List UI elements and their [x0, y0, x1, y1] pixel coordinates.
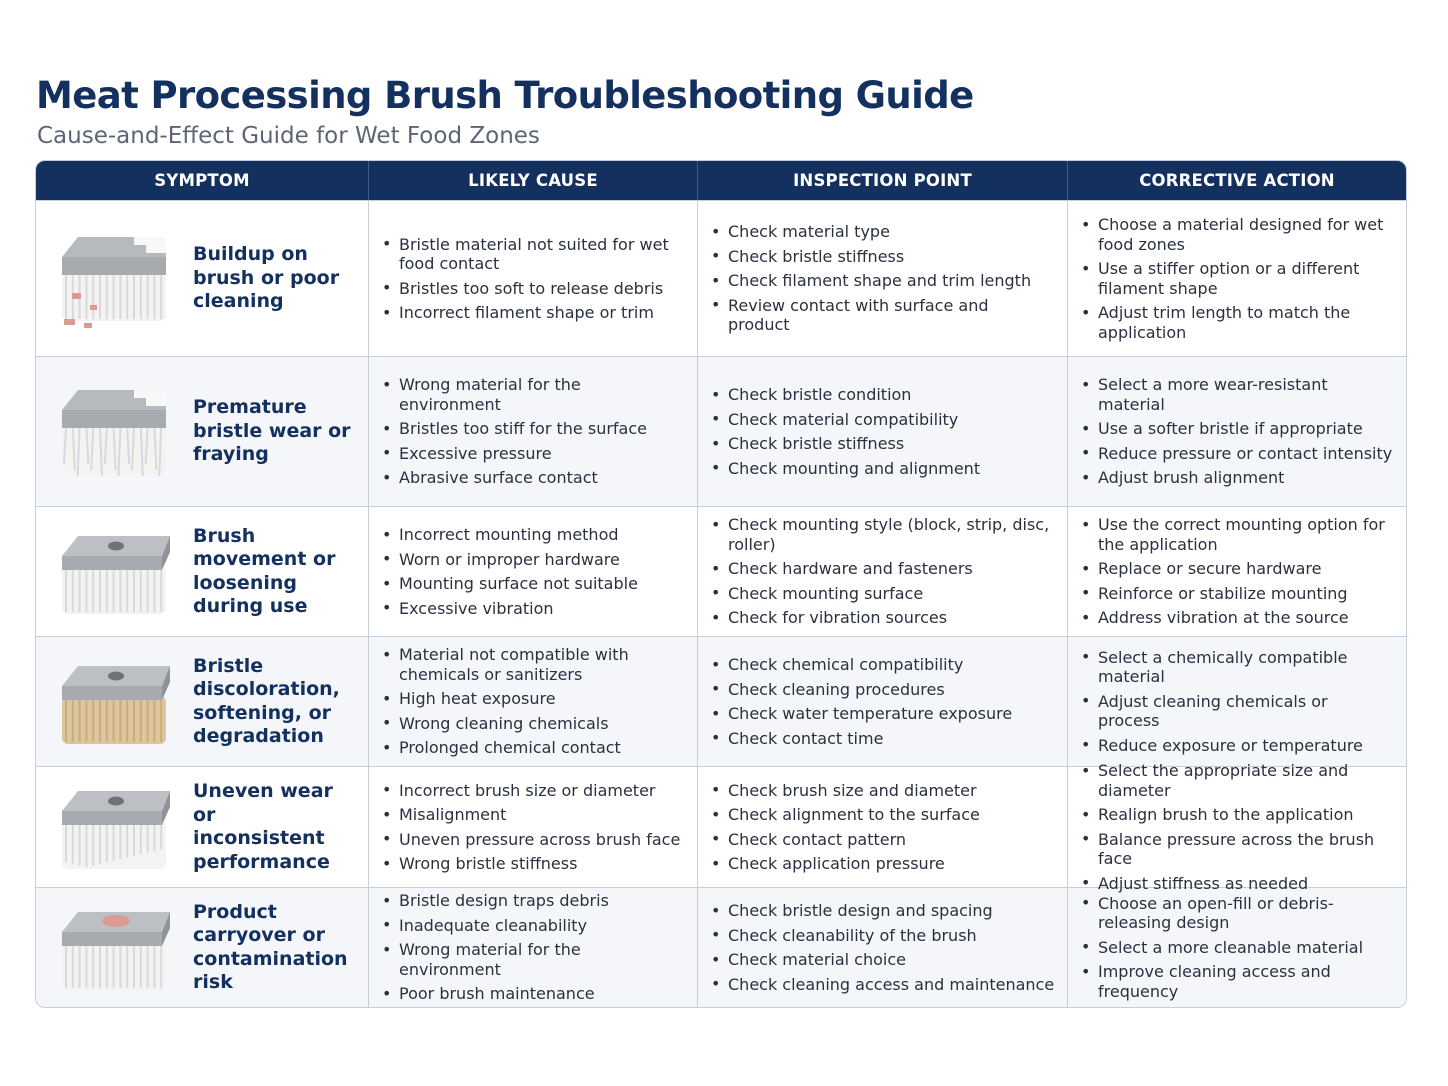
- likely-cause-cell: [368, 767, 697, 887]
- inspection-point-item: • Check bristle stiffness: [728, 244, 1055, 269]
- likely-cause-item: • Abrasive surface contact: [399, 466, 685, 491]
- frayed-brush-icon: [48, 357, 180, 506]
- corrective-action-list: [1068, 513, 1406, 631]
- corrective-action-item: • Reduce exposure or temperature: [1098, 733, 1394, 758]
- inspection-point-item: • Check material choice: [728, 948, 1054, 973]
- inspection-point-item: • Check cleaning procedures: [728, 677, 1012, 702]
- corrective-action-item: • Adjust stiffness as needed: [1098, 871, 1394, 896]
- likely-cause-item: • Material not compatible with chemicals or sanitizers: [399, 643, 685, 687]
- inspection-point-cell: [697, 357, 1067, 506]
- inspection-point-item: • Check contact time: [728, 726, 1012, 751]
- symptom-label: Product carryover or contamination risk: [193, 900, 348, 993]
- likely-cause-item: • Excessive vibration: [399, 596, 638, 621]
- column-header-likely-cause: LIKELY CAUSE: [368, 161, 697, 200]
- corrective-action-list: [1068, 759, 1406, 896]
- symptom-label: Brush movement or loosening during use: [193, 524, 336, 617]
- corrective-action-cell: [1067, 201, 1406, 356]
- table-header: [36, 161, 1406, 200]
- table-body: [36, 200, 1406, 1007]
- likely-cause-list: [369, 373, 697, 491]
- corrective-action-cell: [1067, 637, 1406, 766]
- inspection-point-item: • Check cleanability of the brush: [728, 923, 1054, 948]
- corrective-action-cell: [1067, 888, 1406, 1007]
- likely-cause-item: • Inadequate cleanability: [399, 913, 685, 938]
- inspection-point-item: • Review contact with surface and product: [728, 293, 1055, 337]
- column-header-symptom: SYMPTOM: [154, 171, 250, 190]
- likely-cause-cell: [368, 201, 697, 356]
- likely-cause-list: [369, 232, 697, 325]
- symptom-label: Premature bristle wear or fraying: [193, 396, 351, 466]
- inspection-point-item: • Check for vibration sources: [728, 606, 1055, 631]
- brush-with-debris-icon: [48, 201, 180, 356]
- likely-cause-list: [369, 643, 697, 761]
- likely-cause-item: • High heat exposure: [399, 687, 685, 712]
- inspection-point-cell: [697, 201, 1067, 356]
- symptom-label: Uneven wear or inconsistent performance: [193, 780, 333, 873]
- symptom-cell: [36, 201, 368, 356]
- inspection-point-item: • Check mounting and alignment: [728, 456, 980, 481]
- block-brush-icon: [48, 507, 180, 636]
- likely-cause-item: • Uneven pressure across brush face: [399, 827, 680, 852]
- inspection-point-cell: [697, 888, 1067, 1007]
- likely-cause-cell: [368, 637, 697, 766]
- inspection-point-list: [698, 220, 1067, 338]
- corrective-action-item: • Choose a material designed for wet food zones: [1098, 213, 1394, 257]
- symptom-cell: [36, 357, 368, 506]
- uneven-brush-icon: [48, 767, 180, 887]
- inspection-point-item: • Check bristle condition: [728, 383, 980, 408]
- corrective-action-item: • Balance pressure across the brush face: [1098, 827, 1394, 871]
- likely-cause-item: • Bristle design traps debris: [399, 889, 685, 914]
- corrective-action-item: • Reduce pressure or contact intensity: [1098, 441, 1394, 466]
- inspection-point-item: • Check application pressure: [728, 852, 980, 877]
- corrective-action-item: • Replace or secure hardware: [1098, 557, 1394, 582]
- inspection-point-cell: [697, 637, 1067, 766]
- symptom-cell: [36, 767, 368, 887]
- corrective-action-list: [1068, 891, 1406, 1004]
- symptom-label: Bristle discoloration, softening, or degradation: [193, 654, 340, 747]
- likely-cause-item: • Wrong bristle stiffness: [399, 852, 680, 877]
- inspection-point-item: • Check material compatibility: [728, 407, 980, 432]
- table-row: [36, 761, 1406, 893]
- symptom-label: Buildup on brush or poor cleaning: [193, 243, 340, 313]
- corrective-action-item: • Realign brush to the application: [1098, 803, 1394, 828]
- corrective-action-item: • Adjust brush alignment: [1098, 466, 1394, 491]
- corrective-action-item: • Improve cleaning access and frequency: [1098, 960, 1394, 1004]
- corrective-action-list: [1068, 213, 1406, 345]
- likely-cause-cell: [368, 507, 697, 636]
- page-title: Meat Processing Brush Troubleshooting Guide: [36, 74, 974, 117]
- inspection-point-item: • Check water temperature exposure: [728, 702, 1012, 727]
- inspection-point-list: [698, 383, 992, 481]
- likely-cause-item: • Bristles too stiff for the surface: [399, 417, 685, 442]
- troubleshooting-table: [35, 160, 1407, 1008]
- likely-cause-item: • Mounting surface not suitable: [399, 572, 638, 597]
- corrective-action-item: • Adjust trim length to match the application: [1098, 301, 1394, 345]
- inspection-point-item: • Check chemical compatibility: [728, 653, 1012, 678]
- likely-cause-cell: [368, 357, 697, 506]
- corrective-action-item: • Use the correct mounting option for the application: [1098, 513, 1394, 557]
- likely-cause-item: • Prolonged chemical contact: [399, 736, 685, 761]
- corrective-action-item: • Choose an open-fill or debris-releasing design: [1098, 891, 1394, 935]
- corrective-action-item: • Address vibration at the source: [1098, 606, 1394, 631]
- table-row: [36, 356, 1406, 506]
- inspection-point-list: [698, 653, 1024, 751]
- corrective-action-item: • Reinforce or stabilize mounting: [1098, 581, 1394, 606]
- likely-cause-cell: [368, 888, 697, 1007]
- inspection-point-cell: [697, 507, 1067, 636]
- corrective-action-list: [1068, 645, 1406, 758]
- corrective-action-item: • Use a stiffer option or a different filament shape: [1098, 257, 1394, 301]
- inspection-point-item: • Check mounting surface: [728, 581, 1055, 606]
- inspection-point-item: • Check contact pattern: [728, 827, 980, 852]
- inspection-point-list: [698, 899, 1066, 997]
- inspection-point-item: • Check brush size and diameter: [728, 778, 980, 803]
- likely-cause-item: • Incorrect filament shape or trim: [399, 301, 685, 326]
- likely-cause-item: • Wrong cleaning chemicals: [399, 711, 685, 736]
- likely-cause-list: [369, 523, 650, 621]
- contaminated-brush-icon: [48, 888, 180, 1007]
- corrective-action-cell: [1067, 507, 1406, 636]
- inspection-point-item: • Check cleaning access and maintenance: [728, 972, 1054, 997]
- inspection-point-item: • Check bristle stiffness: [728, 432, 980, 457]
- likely-cause-item: • Wrong material for the environment: [399, 373, 685, 417]
- corrective-action-cell: [1067, 357, 1406, 506]
- inspection-point-cell: [697, 767, 1067, 887]
- inspection-point-list: [698, 778, 992, 876]
- inspection-point-item: • Check alignment to the surface: [728, 803, 980, 828]
- inspection-point-item: • Check material type: [728, 220, 1055, 245]
- likely-cause-list: [369, 778, 692, 876]
- likely-cause-item: • Bristle material not suited for wet food contact: [399, 232, 685, 276]
- likely-cause-item: • Incorrect mounting method: [399, 523, 638, 548]
- likely-cause-item: • Incorrect brush size or diameter: [399, 778, 680, 803]
- symptom-cell: [36, 507, 368, 636]
- likely-cause-item: • Excessive pressure: [399, 441, 685, 466]
- likely-cause-item: • Misalignment: [399, 803, 680, 828]
- table-row: [36, 887, 1406, 1007]
- corrective-action-item: • Select a more cleanable material: [1098, 935, 1394, 960]
- table-row: [36, 506, 1406, 636]
- corrective-action-cell: [1067, 761, 1406, 893]
- inspection-point-item: • Check mounting style (block, strip, disc, roller): [728, 513, 1055, 557]
- symptom-cell: [36, 637, 368, 766]
- column-header-inspection-point: INSPECTION POINT: [697, 161, 1067, 200]
- corrective-action-item: • Adjust cleaning chemicals or process: [1098, 689, 1394, 733]
- likely-cause-item: • Bristles too soft to release debris: [399, 276, 685, 301]
- likely-cause-item: • Wrong material for the environment: [399, 938, 685, 982]
- inspection-point-list: [698, 513, 1067, 631]
- likely-cause-item: • Worn or improper hardware: [399, 547, 638, 572]
- inspection-point-item: • Check filament shape and trim length: [728, 269, 1055, 294]
- corrective-action-item: • Select a chemically compatible material: [1098, 645, 1394, 689]
- corrective-action-item: • Use a softer bristle if appropriate: [1098, 417, 1394, 442]
- likely-cause-item: • Poor brush maintenance: [399, 982, 685, 1007]
- table-row: [36, 636, 1406, 766]
- corrective-action-item: • Select a more wear-resistant material: [1098, 373, 1394, 417]
- symptom-cell: [36, 888, 368, 1007]
- table-row: [36, 200, 1406, 356]
- page-subtitle: Cause-and-Effect Guide for Wet Food Zones: [37, 123, 540, 149]
- inspection-point-item: • Check hardware and fasteners: [728, 557, 1055, 582]
- likely-cause-list: [369, 889, 697, 1007]
- corrective-action-list: [1068, 373, 1406, 491]
- discolored-brush-icon: [48, 637, 180, 766]
- inspection-point-item: • Check bristle design and spacing: [728, 899, 1054, 924]
- corrective-action-item: • Select the appropriate size and diameter: [1098, 759, 1394, 803]
- column-header-corrective-action: CORRECTIVE ACTION: [1067, 161, 1406, 200]
